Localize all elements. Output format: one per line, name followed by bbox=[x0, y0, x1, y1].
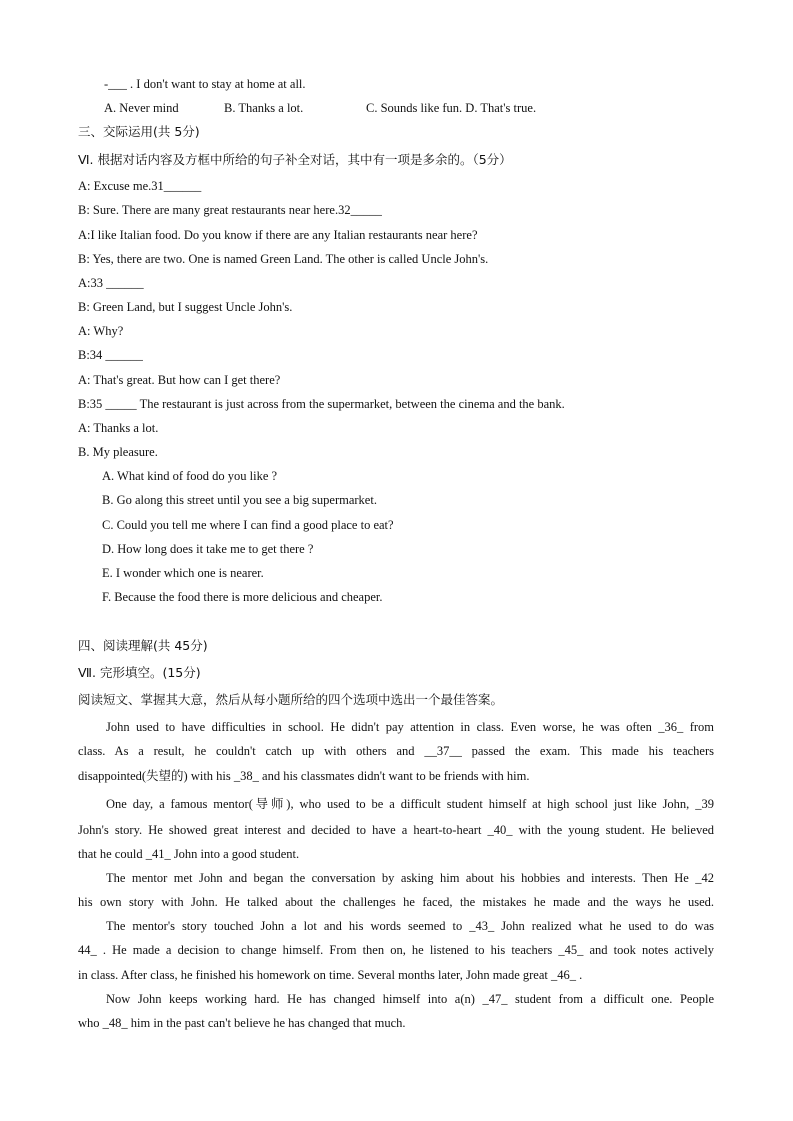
choice-option: F. Because the food there is more delicious and cheaper. bbox=[102, 590, 383, 604]
passage-line: Now John keeps working hard. He has changed himself into a(n) _47_ student from a difficult one. People bbox=[106, 992, 714, 1006]
dialogue-line: B: Sure. There are many great restaurants near here.32_____ bbox=[78, 203, 382, 217]
dialogue-line: B: Yes, there are two. One is named Green Land. The other is called Uncle John's. bbox=[78, 252, 489, 266]
dialogue-line: A: Excuse me.31______ bbox=[78, 179, 202, 193]
dialogue-line: B. My pleasure. bbox=[78, 445, 158, 459]
passage-line: One day, a famous mentor(导师), who used to be a difficult student himself at high school just like John, _39 bbox=[106, 797, 714, 811]
passage-line: John used to have difficulties in school. He didn't pay attention in class. Even worse, he was often _36_ from bbox=[106, 720, 714, 734]
choice-option: B. Go along this street until you see a big supermarket. bbox=[102, 493, 377, 507]
passage-line: The mentor's story touched John a lot and his words seemed to _43_ John realized what he used to do was bbox=[106, 919, 714, 933]
section4-instruction: 阅读短文、掌握其大意，然后从每小题所给的四个选项中选出一个最佳答案。 bbox=[78, 692, 504, 707]
passage-line: that he could _41_ John into a good student. bbox=[78, 847, 300, 861]
section4-heading: 四、阅读理解(共 45分) bbox=[78, 638, 208, 653]
dialogue-line: B:35 _____ The restaurant is just across from the supermarket, between the cinema and the bank. bbox=[78, 397, 565, 411]
choice-option: E. I wonder which one is nearer. bbox=[102, 566, 264, 580]
choice-option: C. Could you tell me where I can find a good place to eat? bbox=[102, 518, 394, 532]
passage-line: The mentor met John and began the conversation by asking him about his hobbies and interests. Then He _42 bbox=[106, 871, 714, 885]
q30-option-b: B. Thanks a lot. bbox=[224, 101, 304, 115]
choice-option: D. How long does it take me to get there ? bbox=[102, 542, 314, 556]
dialogue-line: B: Green Land, but I suggest Uncle John's. bbox=[78, 300, 293, 314]
dialogue-line: B:34 ______ bbox=[78, 348, 143, 362]
section3-heading: 三、交际运用(共 5分) bbox=[78, 124, 200, 139]
passage-line: 44_ . He made a decision to change himself. From then on, he listened to his teachers _45_ and took notes actively bbox=[78, 943, 714, 957]
q30-option-a: A. Never mind bbox=[104, 101, 179, 115]
passage-line: his own story with John. He talked about the challenges he faced, the mistakes he made and the ways he used. bbox=[78, 895, 714, 909]
section3-part-title: Ⅵ. 根据对话内容及方框中所给的句子补全对话，其中有一项是多余的。（5分） bbox=[78, 152, 512, 167]
passage-line: John's story. He showed great interest and decided to have a heart-to-heart _40_ with the young student. He believed bbox=[78, 823, 714, 837]
dialogue-line: A:I like Italian food. Do you know if there are any Italian restaurants near here? bbox=[78, 228, 478, 242]
passage-line: class. As a result, he couldn't catch up with others and __37__ passed the exam. This made his teachers bbox=[78, 744, 714, 758]
q30-option-cd: C. Sounds like fun. D. That's true. bbox=[366, 101, 537, 115]
section4-part-title: Ⅶ. 完形填空。(15分) bbox=[78, 665, 201, 680]
dialogue-line: A: Why? bbox=[78, 324, 124, 338]
passage-line: who _48_ him in the past can't believe he has changed that much. bbox=[78, 1016, 406, 1030]
passage-line: in class. After class, he finished his homework on time. Several months later, John made great _46_ . bbox=[78, 968, 583, 982]
dialogue-line: A: That's great. But how can I get there? bbox=[78, 373, 281, 387]
passage-line: disappointed(失望的) with his _38_ and his classmates didn't want to be friends with him. bbox=[78, 769, 530, 783]
choice-option: A. What kind of food do you like ? bbox=[102, 469, 278, 483]
dialogue-line: A:33 ______ bbox=[78, 276, 144, 290]
dialogue-line: A: Thanks a lot. bbox=[78, 421, 159, 435]
q30-prompt: -___ . I don't want to stay at home at all. bbox=[104, 77, 306, 91]
